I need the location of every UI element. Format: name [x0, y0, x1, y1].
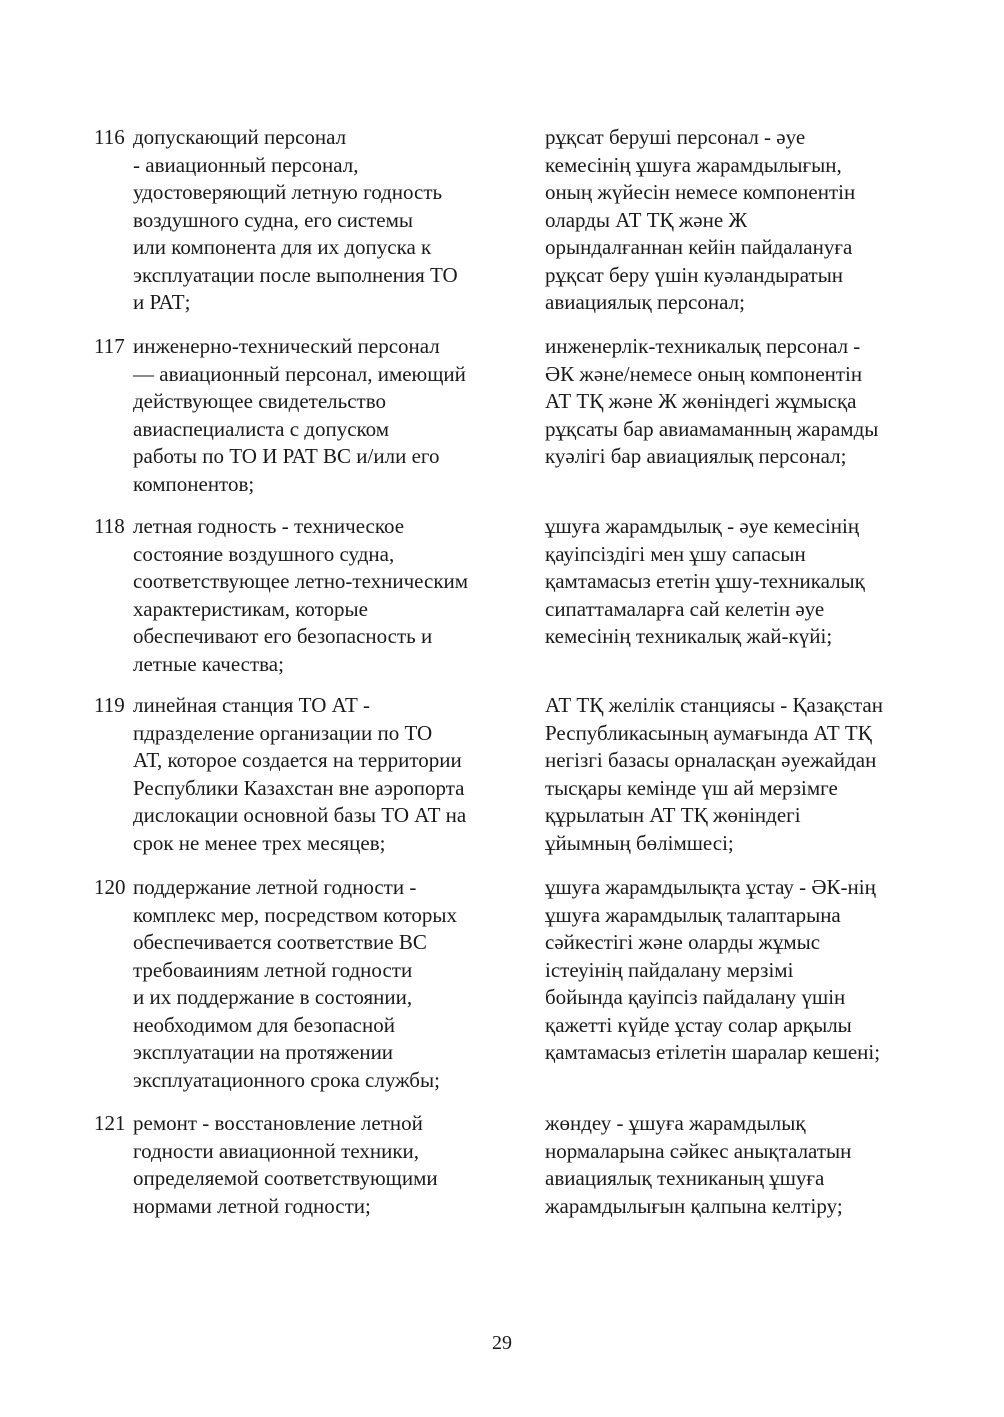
term-number: 119	[94, 693, 125, 717]
text-line: ремонт - восстановление летной	[133, 1111, 423, 1135]
text-line: состояние воздушного судна,	[133, 541, 395, 566]
text-line: обеспечивается соответствие ВС	[133, 930, 427, 954]
text-line: срок не менее трех месяцев;	[133, 830, 386, 855]
term-number: 121	[94, 1111, 126, 1135]
kazakh-definition	[545, 1110, 925, 1220]
text-line: рұқсат беруші персонал - әуе	[545, 125, 806, 149]
text-line: ӘК және/немесе оның компонентін	[545, 361, 863, 386]
text-line: ұйымның бөлімшесі;	[545, 830, 734, 855]
text-line: нормами летной годности;	[133, 1193, 371, 1218]
kazakh-definition	[545, 333, 925, 471]
text-line: инженерно-технический персонал	[133, 334, 440, 358]
text-line: ұшуға жарамдылықта ұстау - ӘК-нің	[545, 875, 876, 899]
term-number: 120	[94, 875, 126, 899]
text-line: — авиационный персонал, имеющий	[133, 361, 466, 386]
text-line: инженерлік-техникалық персонал -	[545, 334, 861, 358]
text-line: қауіпсіздігі мен ұшу сапасын	[545, 541, 806, 566]
russian-definition	[133, 124, 513, 317]
text-line: Республикасының аумағында АТ ТҚ	[545, 720, 872, 745]
text-line: действующее свидетельство	[133, 389, 386, 413]
text-line: эксплуатации на протяжении	[133, 1040, 394, 1064]
kazakh-definition	[545, 874, 925, 1067]
text-line: қамтамасыз ететін ұшу-техникалық	[545, 569, 865, 593]
text-line: соответствующее летно-техническим	[133, 569, 469, 593]
text-line: қажетті күйде ұстау солар арқылы	[545, 1012, 852, 1037]
text-line: авиациялық техниканың ұшуға	[545, 1166, 825, 1190]
text-line: пдразделение организации по ТО	[133, 720, 433, 745]
text-line: сипаттамаларға сай келетін әуе	[545, 596, 825, 621]
text-line: годности авиационной техники,	[133, 1138, 420, 1163]
russian-definition	[133, 333, 513, 498]
text-line: линейная станция ТО АТ -	[133, 693, 371, 717]
russian-definition	[133, 692, 513, 857]
text-line: дислокации основной базы ТО АТ на	[133, 803, 467, 827]
text-line: бойында қауіпсіз пайдалану үшін	[545, 985, 846, 1009]
text-line: Республики Казахстан вне аэропорта	[133, 775, 465, 800]
text-line: АТ ТҚ және Ж жөніндегі жұмысқа	[545, 389, 857, 413]
text-line: летные качества;	[133, 651, 284, 676]
term-number: 116	[94, 125, 125, 149]
text-line: оның жүйесін немесе компонентін	[545, 180, 856, 204]
term-number: 117	[94, 334, 125, 358]
text-line: негізгі базасы орналасқан әуежайдан	[545, 748, 877, 772]
text-line: сәйкестігі және оларды жұмыс	[545, 930, 821, 954]
text-line: қамтамасыз етілетін шаралар кешені;	[545, 1040, 881, 1064]
text-line: авиаспециалиста с допуском	[133, 416, 390, 441]
text-line: кемесінің техникалық жай-күйі;	[545, 624, 833, 648]
text-line: и их поддержание в состоянии,	[133, 985, 413, 1009]
text-line: куәлігі бар авиациялық персонал;	[545, 444, 847, 468]
text-line: характеристикам, которые	[133, 596, 368, 621]
russian-definition	[133, 513, 513, 678]
text-line: авиациялық персонал;	[545, 290, 745, 314]
text-line: құрылатын АТ ТҚ жөніндегі	[545, 803, 801, 827]
text-line: эксплуатации после выполнения ТО	[133, 262, 458, 287]
text-line: или компонента для их допуска к	[133, 235, 432, 259]
page-number: 29	[492, 1332, 512, 1354]
text-line: определяемой соответствующими	[133, 1166, 438, 1190]
term-number: 118	[94, 514, 125, 538]
text-line: кемесінің ұшуға жарамдылығын,	[545, 152, 842, 177]
text-line: ұшуға жарамдылық - әуе кемесінің	[545, 514, 860, 538]
text-line: поддержание летной годности -	[133, 875, 417, 899]
kazakh-definition	[545, 124, 925, 317]
text-line: комплекс мер, посредством которых	[133, 902, 458, 927]
text-line: оларды АТ ТҚ және Ж	[545, 207, 748, 232]
text-line: АТ, которое создается на территории	[133, 748, 462, 772]
text-line: удостоверяющий летную годность	[133, 180, 443, 204]
text-line: воздушного судна, его системы	[133, 207, 414, 232]
kazakh-definition	[545, 692, 925, 857]
text-line: жөндеу - ұшуға жарамдылық	[545, 1111, 806, 1135]
text-line: необходимом для безопасной	[133, 1012, 395, 1037]
text-line: и РАТ;	[133, 290, 191, 314]
text-line: допускающий персонал	[133, 125, 347, 149]
kazakh-definition	[545, 513, 925, 651]
text-line: жарамдылығын қалпына келтіру;	[545, 1193, 843, 1218]
text-line: требоваиниям летной годности	[133, 957, 413, 982]
russian-definition	[133, 874, 513, 1094]
russian-definition	[133, 1110, 513, 1220]
text-line: істеуінің пайдалану мерзімі	[545, 957, 794, 982]
text-line: нормаларына сәйкес анықталатын	[545, 1138, 852, 1163]
text-line: компонентов;	[133, 471, 255, 496]
text-line: орындалғаннан кейін пайдалануға	[545, 235, 853, 259]
text-line: обеспечивают его безопасность и	[133, 624, 433, 648]
text-line: работы по ТО И РАТ ВС и/или его	[133, 444, 440, 468]
text-line: ұшуға жарамдылық талаптарына	[545, 902, 841, 927]
text-line: тысқары кемінде үш ай мерзімге	[545, 775, 838, 800]
text-line: - авиационный персонал,	[133, 152, 359, 177]
text-line: эксплуатационного срока службы;	[133, 1067, 440, 1092]
text-line: АТ ТҚ желілік станциясы - Қазақстан	[545, 693, 883, 717]
text-line: рұқсаты бар авиамаманның жарамды	[545, 416, 879, 441]
text-line: рұқсат беру үшін куәландыратын	[545, 262, 844, 287]
text-line: летная годность - техническое	[133, 514, 405, 538]
